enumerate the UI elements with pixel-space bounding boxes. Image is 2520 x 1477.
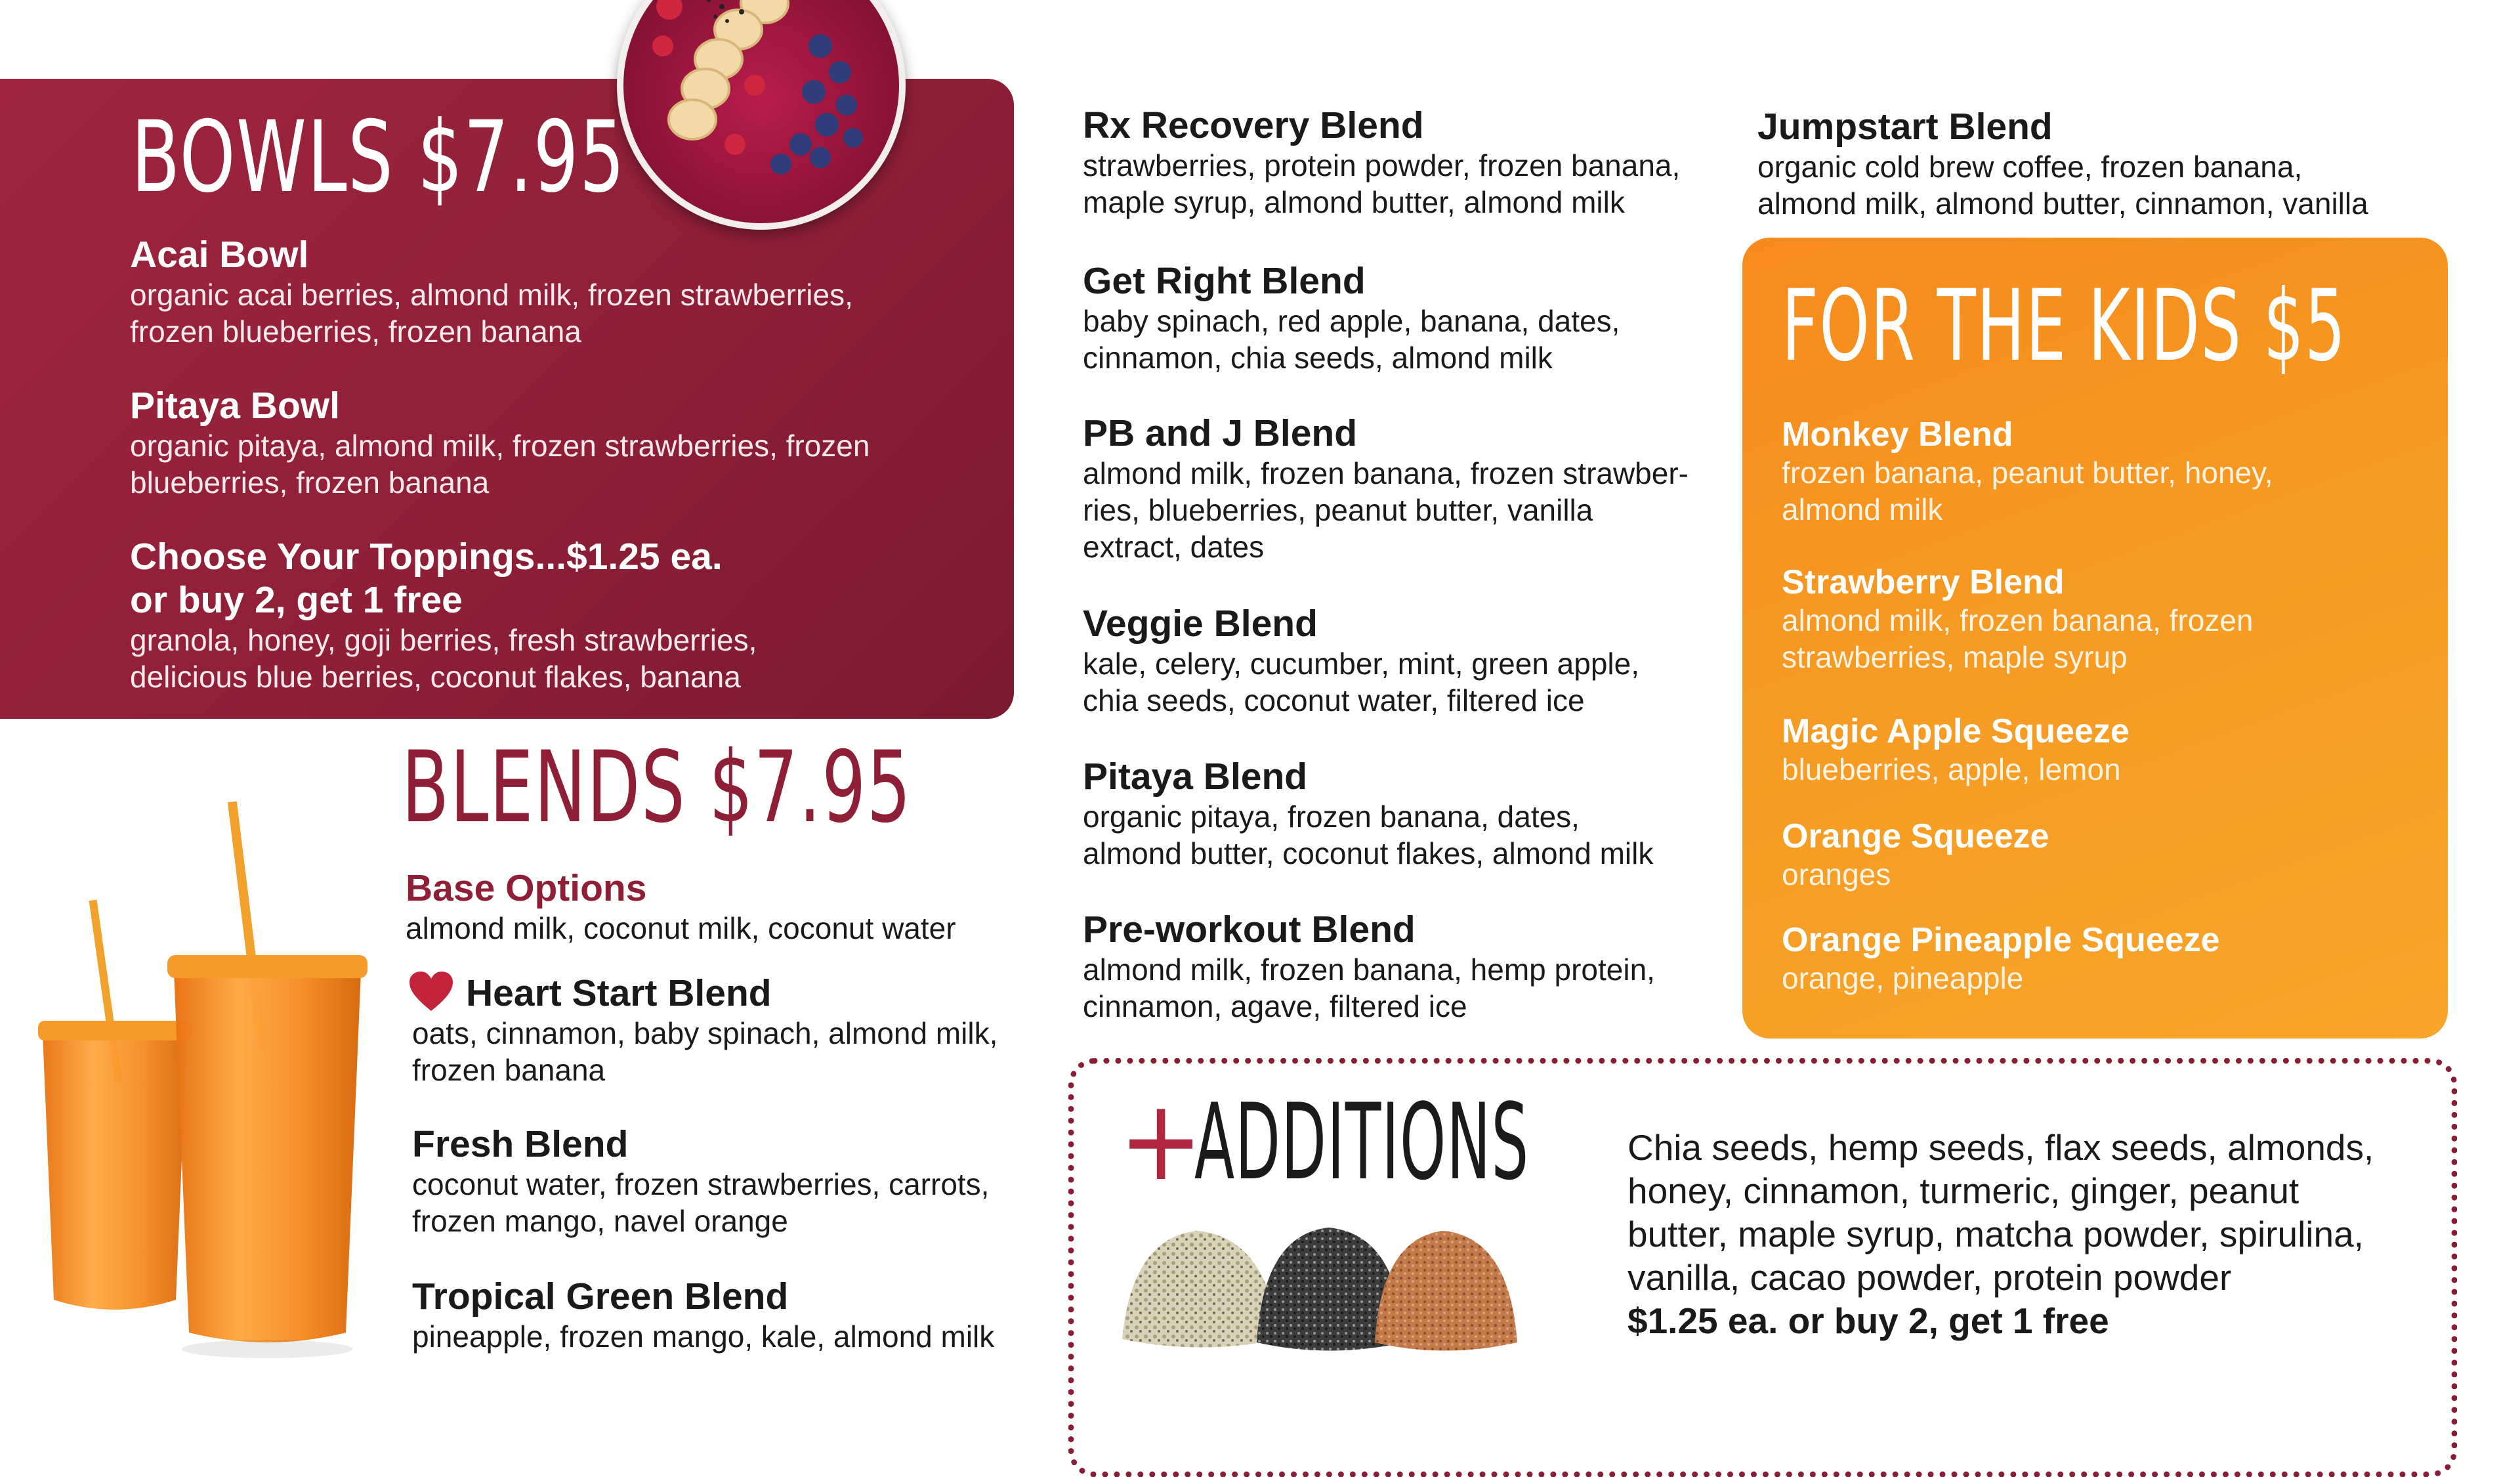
toppings-item — [130, 535, 757, 695]
orange-cups-image — [26, 794, 394, 1372]
item-desc-line: almond milk, frozen banana, frozen strawber- — [1083, 456, 1689, 490]
kids-heading: FOR THE KIDS $5 — [1782, 269, 2347, 383]
item-title: Fresh Blend — [412, 1123, 629, 1165]
item-desc-line: almond milk — [1782, 492, 1943, 526]
item-desc-line: ries, blueberries, peanut butter, vanilla — [1083, 493, 1593, 527]
item-title: Orange Squeeze — [1782, 817, 2049, 855]
additions-desc-line: Chia seeds, hemp seeds, flax seeds, almonds, — [1628, 1127, 2374, 1168]
pitaya-bowl-item — [130, 384, 870, 501]
item-title: Get Right Blend — [1083, 260, 1366, 302]
item-title: Monkey Blend — [1782, 416, 2013, 454]
base-options-desc: almond milk, coconut milk, coconut water — [406, 911, 956, 945]
kids-panel — [1742, 238, 2448, 1038]
item-desc-line: organic pitaya, almond milk, frozen strawberries, frozen — [130, 429, 870, 463]
item-title: Jumpstart Blend — [1757, 106, 2053, 148]
orange-squeeze-item — [1782, 817, 2049, 893]
item-desc-line: organic cold brew coffee, frozen banana, — [1757, 150, 2303, 184]
base-options — [406, 867, 956, 947]
pre-workout-item — [1083, 908, 1655, 1025]
item-title: Pre-workout Blend — [1083, 909, 1416, 951]
item-desc-line: frozen blueberries, frozen banana — [130, 314, 581, 349]
additions-desc-line: butter, maple syrup, matcha powder, spirulina, — [1628, 1214, 2364, 1254]
item-title: Acai Bowl — [130, 234, 309, 276]
item-desc-line: frozen mango, navel orange — [412, 1204, 788, 1238]
base-options-title: Base Options — [406, 867, 647, 909]
item-desc-line: cinnamon, agave, filtered ice — [1083, 989, 1467, 1023]
item-title: Tropical Green Blend — [412, 1275, 789, 1317]
item-desc-line: blueberries, apple, lemon — [1782, 752, 2121, 786]
get-right-item — [1083, 259, 1620, 376]
toppings-title-line: Choose Your Toppings...$1.25 ea. — [130, 536, 723, 578]
item-desc-line: blueberries, frozen banana — [130, 465, 490, 500]
item-desc-line: almond milk, frozen banana, frozen — [1782, 603, 2254, 637]
item-desc-line: maple syrup, almond butter, almond milk — [1083, 185, 1625, 219]
item-desc-line: strawberries, maple syrup — [1782, 640, 2128, 674]
strawberry-blend-item — [1782, 563, 2254, 675]
item-desc-line: cinnamon, chia seeds, almond milk — [1083, 341, 1553, 375]
heart-start-item — [412, 972, 998, 1088]
item-title: Heart Start Blend — [466, 972, 772, 1014]
additions-heading: ADDITIONS — [1194, 1081, 1530, 1203]
item-desc-line: orange, pineapple — [1782, 961, 2024, 995]
item-desc-line: extract, dates — [1083, 530, 1265, 564]
item-desc-line: coconut water, frozen strawberries, carrots, — [412, 1167, 990, 1201]
item-desc-line: granola, honey, goji berries, fresh strawberries, — [130, 623, 757, 657]
item-desc-line: almond milk, almond butter, cinnamon, vanilla — [1757, 186, 2368, 221]
item-title: Rx Recovery Blend — [1083, 104, 1424, 146]
item-desc-line: kale, celery, cucumber, mint, green apple, — [1083, 647, 1640, 681]
item-title: PB and J Blend — [1083, 412, 1358, 454]
additions-price: $1.25 ea. or buy 2, get 1 free — [1628, 1300, 2109, 1341]
item-desc-line: baby spinach, red apple, banana, dates, — [1083, 304, 1620, 338]
toppings-title-line: or buy 2, get 1 free — [130, 579, 463, 621]
bowls-heading: BOWLS $7.95 — [131, 100, 626, 215]
item-title: Orange Pineapple Squeeze — [1782, 921, 2220, 959]
rx-recovery-item — [1083, 104, 1680, 221]
item-desc-line: oranges — [1782, 857, 1891, 891]
item-desc-line: chia seeds, coconut water, filtered ice — [1083, 683, 1585, 717]
tropical-green-item — [412, 1275, 994, 1355]
pb-and-j-item — [1083, 412, 1689, 565]
acai-bowl-item — [130, 233, 853, 350]
item-desc-line: frozen banana, peanut butter, honey, — [1782, 456, 2273, 490]
additions-desc-line: honey, cinnamon, turmeric, ginger, peanut — [1628, 1170, 2300, 1211]
blends-heading: BLENDS $7.95 — [402, 731, 912, 845]
additions-list — [1628, 1126, 2374, 1342]
pitaya-blend-item — [1083, 755, 1653, 872]
magic-apple-item — [1782, 712, 2130, 788]
item-title: Pitaya Blend — [1083, 756, 1308, 798]
veggie-blend-item — [1083, 602, 1639, 719]
item-desc-line: organic acai berries, almond milk, frozen strawberries, — [130, 278, 853, 312]
monkey-blend-item — [1782, 415, 2273, 528]
additions-plus: + — [1119, 1076, 1205, 1206]
additions-desc-line: vanilla, cacao powder, protein powder — [1628, 1257, 2232, 1298]
fresh-blend-item — [412, 1123, 989, 1239]
orange-pineapple-item — [1782, 920, 2220, 996]
item-desc-line: organic pitaya, frozen banana, dates, — [1083, 800, 1580, 834]
item-title: Veggie Blend — [1083, 603, 1318, 645]
item-title: Strawberry Blend — [1782, 563, 2065, 601]
item-desc-line: delicious blue berries, coconut flakes, banana — [130, 660, 741, 694]
item-title: Pitaya Bowl — [130, 385, 340, 427]
seeds-image — [1116, 1205, 1522, 1369]
item-desc-line: frozen banana — [412, 1053, 606, 1087]
item-desc-line: oats, cinnamon, baby spinach, almond milk, — [412, 1016, 998, 1050]
item-desc-line: strawberries, protein powder, frozen banana, — [1083, 148, 1681, 182]
item-desc-line: almond butter, coconut flakes, almond milk — [1083, 836, 1654, 870]
item-title: Magic Apple Squeeze — [1782, 712, 2130, 750]
item-desc-line: almond milk, frozen banana, hemp protein, — [1083, 953, 1655, 987]
jumpstart-item — [1757, 105, 2368, 222]
item-desc-line: pineapple, frozen mango, kale, almond milk — [412, 1319, 995, 1354]
